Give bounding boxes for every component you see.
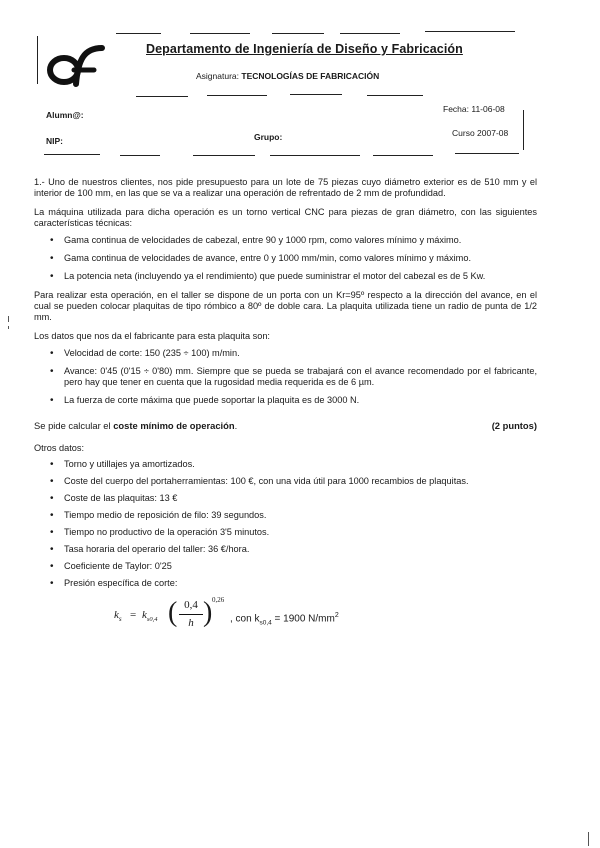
formula-tail-sub: s0,4 — [259, 619, 272, 627]
list-item: • Presión específica de corte: — [64, 578, 537, 589]
subject-label: Asignatura: — [196, 71, 239, 81]
formula-exponent: 0,26 — [212, 596, 225, 604]
scan-mark — [588, 832, 589, 846]
list-item: • Tiempo medio de reposición de filo: 39 segundos. — [64, 510, 537, 521]
request-line — [34, 420, 537, 431]
request-text — [34, 420, 237, 431]
group-label: Grupo: — [254, 132, 283, 142]
manufacturer-intro: Los datos que nos da el fabricante para esta plaquita son: — [34, 331, 270, 341]
header-right-border — [523, 110, 524, 150]
scan-mark — [8, 326, 9, 329]
list-item: • Avance: 0'45 (0'15 ÷ 0'80) mm. Siempre que se pueda se trabajará con el avance recomendado por el fabricante, pero hay que tener en cuenta que la rugosidad media requerida es de 6 µm. — [64, 366, 537, 388]
list-item: • Coeficiente de Taylor: 0'25 — [64, 561, 537, 572]
list-item: • Tiempo no productivo de la operación 3'5 minutos. — [64, 527, 537, 538]
points-label: (2 puntos) — [491, 420, 537, 431]
header-top-rule-1 — [116, 33, 161, 34]
formula-equals: = — [130, 609, 137, 621]
cutting-pressure-formula — [34, 597, 537, 639]
department-title: Departamento de Ingeniería de Diseño y Fabricación — [146, 42, 463, 56]
formula-lhs-symbol: k — [114, 609, 119, 621]
list-item: • Coste del cuerpo del portaherramientas: 100 €, con una vida útil para 1000 recambios de plaquitas. — [64, 476, 537, 487]
formula-tail-value: = 1900 N/mm — [271, 613, 335, 625]
problem-intro: 1.- Uno de nuestros clientes, nos pide presupuesto para un lote de 75 piezas cuyo diámetro exterior es de 510 mm y el interior de 100 mm, en las que se va a realizar una operación de refrentado de 2 mm de profundidad. — [34, 177, 537, 198]
formula-fraction-bar — [179, 614, 203, 615]
machine-intro: La máquina utilizada para dicha operación es un torno vertical CNC para piezas de gran diámetro, con las siguientes características técnicas: — [34, 207, 537, 228]
formula-k-sub: s0,4 — [146, 616, 158, 624]
list-item: • La potencia neta (incluyendo ya el rendimiento) que puede suministrar el motor del cabezal es de 5 Kw. — [64, 271, 537, 282]
exam-date: Fecha: 11-06-08 — [443, 104, 505, 114]
list-item: • Coste de las plaquitas: 13 € — [64, 493, 537, 504]
header-bottom-rule-5 — [373, 155, 433, 156]
request-prefix: Se pide calcular el — [34, 420, 114, 431]
header-bottom-rule-4 — [270, 155, 360, 156]
header-top-rule-5 — [425, 31, 515, 32]
formula-denominator: h — [188, 617, 194, 629]
scan-mark — [8, 316, 9, 322]
formula-tail-sup: 2 — [334, 612, 339, 619]
formula-tail-text: , con k — [230, 613, 260, 625]
header-mid-rule-2 — [207, 95, 267, 96]
department-logo — [44, 40, 106, 92]
header-top-rule-3 — [272, 33, 324, 34]
header-left-border — [37, 36, 38, 84]
formula-tail — [230, 610, 339, 628]
request-suffix: . — [234, 420, 238, 431]
list-item: • Velocidad de corte: 150 (235 ÷ 100) m/min. — [64, 348, 537, 359]
insert-data-list — [34, 348, 537, 406]
list-item: • Gama continua de velocidades de cabezal, entre 90 y 1000 rpm, como valores mínimo y máximo. — [64, 235, 537, 246]
header-top-rule-4 — [340, 33, 400, 34]
formula-k-base — [142, 610, 158, 625]
list-item: • Tasa horaria del operario del taller: 36 €/hora. — [64, 544, 537, 555]
formula-k-symbol: k — [142, 609, 147, 621]
header-bottom-rule-6 — [455, 153, 519, 154]
other-data-label: Otros datos: — [34, 443, 85, 453]
problem-body — [34, 177, 537, 639]
request-bold: coste mínimo de operación — [113, 420, 235, 431]
header-mid-rule-4 — [367, 95, 423, 96]
header-bottom-rule-3 — [193, 155, 255, 156]
machine-specs-list — [34, 235, 537, 282]
header-top-rule-2 — [190, 33, 250, 34]
subject-line — [196, 71, 379, 81]
list-item: • La fuerza de corte máxima que puede soportar la plaquita es de 3000 N. — [64, 395, 537, 406]
subject-name: TECNOLOGÍAS DE FABRICACIÓN — [241, 71, 380, 81]
other-data-list — [34, 459, 537, 589]
header-bottom-rule-1 — [44, 154, 100, 155]
tool-holder-text: Para realizar esta operación, en el taller se dispone de un porta con un Kr=95º respecto a la dirección del avance, en el cual se pueden colocar plaquitas de tipo rómbico a 80º de doble cara. La plaquita utilizada tiene un radio de punta de 1/2 mm. — [34, 290, 537, 322]
student-label: Alumn@: — [46, 110, 84, 120]
list-item: • Torno y utillajes ya amortizados. — [64, 459, 537, 470]
nip-label: NIP: — [46, 136, 63, 146]
list-item: • Gama continua de velocidades de avance, entre 0 y 1000 mm/min, como valores mínimo y máximo. — [64, 253, 537, 264]
formula-left-paren: ( — [168, 597, 178, 628]
formula-right-paren: ) — [203, 597, 213, 628]
header-mid-rule-1 — [136, 96, 188, 97]
header-mid-rule-3 — [290, 94, 342, 95]
course-year: Curso 2007-08 — [452, 128, 509, 138]
header-bottom-rule-2 — [120, 155, 160, 156]
formula-lhs-sub: s — [118, 615, 122, 624]
formula-lhs — [114, 610, 122, 625]
formula-numerator: 0,4 — [184, 599, 198, 611]
